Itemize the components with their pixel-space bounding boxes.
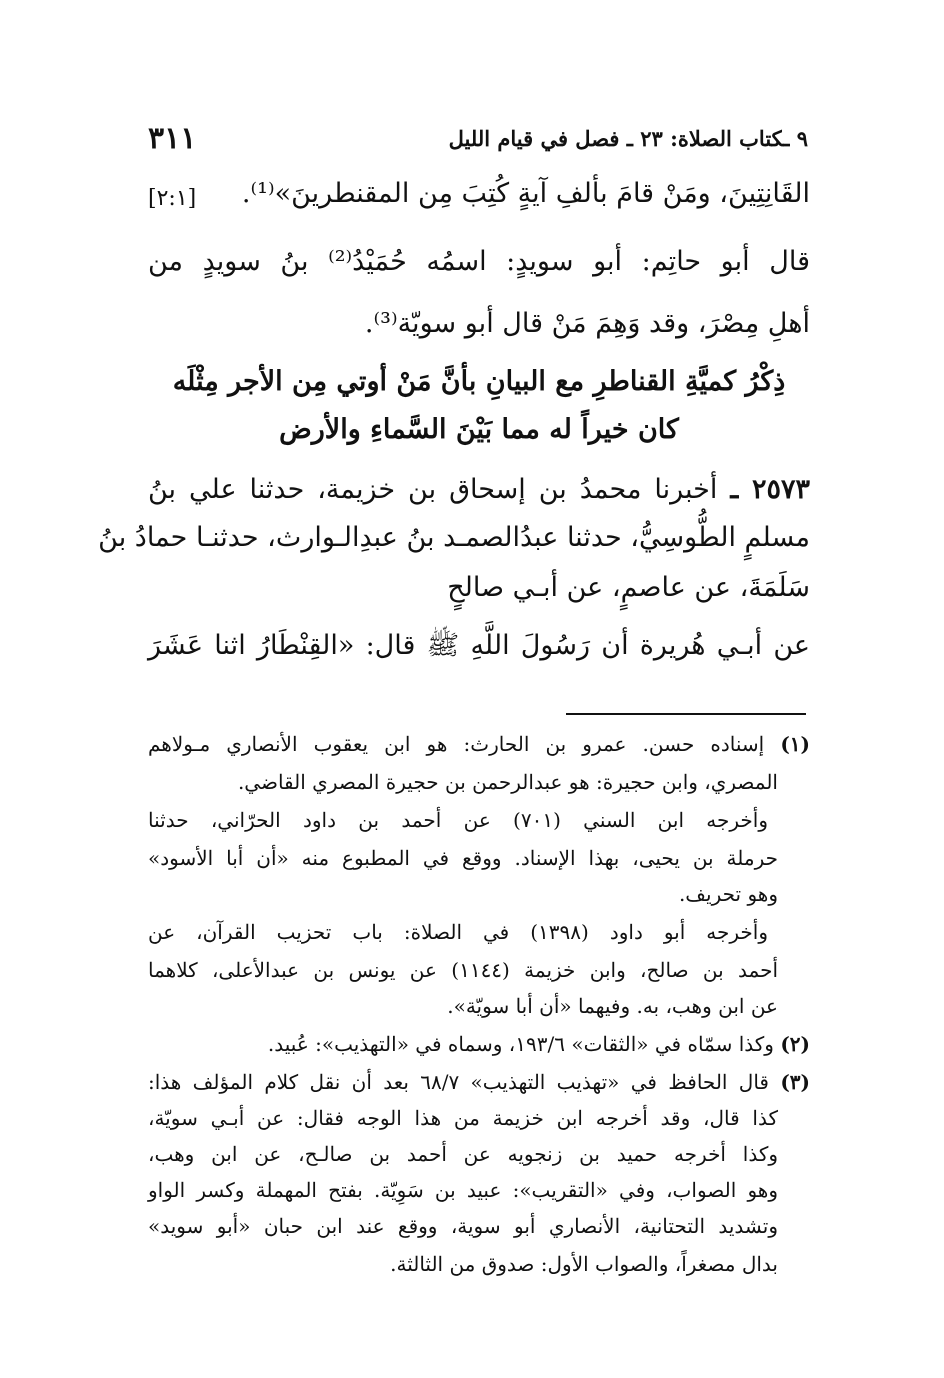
- footnote-3-line-3: وكذا أخرجه حميد بن زنجويه عن أحمد بن صالـح، عن ابن وهب،: [148, 1142, 778, 1166]
- section-heading-line-1: ذِكْرُ كميَّةِ القناطرِ مع البيانِ بأنَّ مَنْ أوتي مِن الأجر مِثْلَه: [172, 366, 786, 397]
- footnote-1-line-3: وأخرجه ابن السني (٧٠١) عن أحمد بن داود الحرّاني، حدثنا: [148, 808, 768, 832]
- footnote-3-line-4: وهو الصواب، وفي «التقريب»: عبيد بن سَوِيّة. بفتح المهملة وكسر الواو: [148, 1178, 778, 1202]
- hadith-line-4: عن أبـي هُريرة أن رَسُولَ اللَّهِ ﷺ قال: «القِنْطَارُ اثنا عَشَرَ: [148, 630, 810, 661]
- hadith-line-3: سَلَمَةَ، عن عاصمٍ، عن أبـي صالحٍ: [447, 572, 810, 603]
- section-heading-line-2: كان خيراً له مما بَيْنَ السَّماءِ والأرض: [279, 414, 679, 445]
- footnote-3-line-6: بدال مصغراً، والصواب الأول: صدوق من الثالثة.: [390, 1252, 778, 1276]
- footnote-1-line-1: [148, 732, 810, 756]
- footnote-1-line-5: وهو تحريف.: [678, 882, 778, 906]
- footnote-1-label: (١): [780, 732, 811, 756]
- page-number: ٣١١: [148, 120, 197, 156]
- body-line-1-text: القَانِتِينَ، ومَنْ قامَ بألفِ آيةٍ كُتِبَ مِن المقنطرينَ»⁽¹⁾.: [241, 178, 810, 209]
- footnote-3-text-1: قال الحافظ في «تهذيب التهذيب» ٦٨/٧ بعد أن نقل كلام المؤلف هذا:: [148, 1070, 769, 1094]
- footnote-1-line-7: أحمد بن صالح، وابن خزيمة (١١٤٤) عن يونس بن عبدالأعلى، كلاهما: [148, 958, 778, 982]
- page-header: [148, 118, 808, 158]
- hadith-line-1: [148, 474, 810, 505]
- reference-marker: [٢:١]: [148, 186, 197, 211]
- hadith-number: ٢٥٧٣ ـ: [730, 474, 811, 505]
- footnote-1-line-6: وأخرجه أبو داود (١٣٩٨) في الصلاة: باب تحزيب القرآن، عن: [148, 920, 768, 944]
- body-line-3: أهلِ مِصْرَ، وقد وَهِمَ مَنْ قال أبو سويّة⁽³⁾.: [364, 308, 810, 339]
- body-line-1: [148, 178, 810, 211]
- footnote-1-line-2: المصري، وابن حجيرة: هو عبدالرحمن بن حجيرة المصري القاضي.: [237, 770, 778, 794]
- hadith-line-2: مسلمٍ الطُّوسِيُّ، حدثنا عبدُالصمـد بنُ عبدِالـوارث، حدثنـا حمادُ بنُ: [98, 522, 810, 553]
- footnote-divider: [566, 713, 806, 715]
- running-title: ٩ ـكتاب الصلاة: ٢٣ ـ فصل في قيام الليل: [448, 125, 808, 151]
- footnote-2-text-1: وكذا سمّاه في «الثقات» ١٩٣/٦، وسماه في «التهذيب»: عُبيد.: [267, 1032, 774, 1056]
- footnote-3-line-2: كذا قال، وقد أخرجه ابن خزيمة من هذا الوجه فقال: عن أبـي سويّة،: [148, 1106, 778, 1130]
- footnote-3-line-5: وتشديد التحتانية، الأنصاري أبو سوية، ووقع عند ابن حبان «أبو سويد»: [148, 1214, 778, 1238]
- hadith-line-1-text: أخبرنا محمدُ بن إسحاق بن خزيمة، حدثنا علي بنُ: [148, 474, 718, 505]
- footnote-2-label: (٢): [780, 1032, 810, 1056]
- body-line-2: قال أبو حاتِم: أبو سويدٍ: اسمُه حُمَيْدُ⁽²⁾ بنُ سويدٍ من: [148, 246, 810, 277]
- footnote-2-line-1: [148, 1032, 810, 1056]
- footnote-3-line-1: [148, 1070, 810, 1094]
- footnote-1-line-8: عن ابن وهب، به. وفيهما «أن أبا سويّة».: [447, 994, 778, 1018]
- footnote-3-label: (٣): [780, 1070, 811, 1094]
- footnote-1-text-1: إسناده حسن. عمرو بن الحارث: هو ابن يعقوب الأنصاري مـولاهم: [148, 732, 765, 756]
- footnote-1-line-4: حرملة بن يحيى، بهذا الإسناد. ووقع في المطبوع منه «أن أبا الأسود»: [148, 846, 778, 870]
